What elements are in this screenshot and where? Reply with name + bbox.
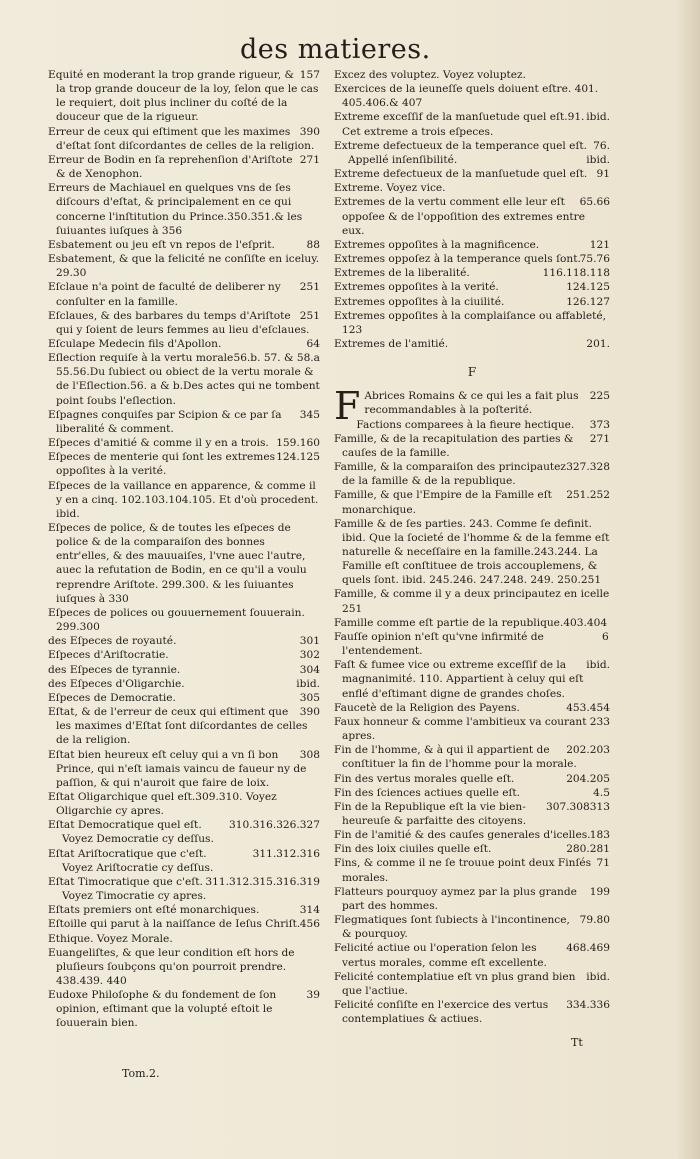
index-entry xyxy=(48,847,320,861)
index-entry xyxy=(334,337,610,351)
entry-page-ref: 204.205 xyxy=(566,772,610,785)
index-entry xyxy=(334,195,610,237)
entry-page-ref: 233 xyxy=(589,715,610,728)
entry-text: Extreme defectueux de la temperance quel eſt. xyxy=(334,139,587,152)
entry-page-ref: 56.b. 57. & 58.a xyxy=(233,352,320,365)
entry-page-ref: 453.454 xyxy=(566,701,610,714)
entry-text: des Eſpeces de tyrannie. xyxy=(48,663,181,676)
entry-page-ref: 159.160 xyxy=(276,437,320,450)
entry-text: Extremes de l'amitié. xyxy=(334,337,449,350)
entry-page-ref: 65.66 xyxy=(579,196,610,209)
index-entry xyxy=(48,705,320,747)
entry-page-ref: ibid. xyxy=(586,659,610,672)
entry-text: Abrices Romains & ce qui les a fait plus recommandables à la poſterité. xyxy=(364,390,579,417)
entry-text: Eſtats premiers ont eſté monarchiques. xyxy=(48,904,260,917)
entry-text: Famille, & la comparaiſon des principautez de la famille & de la republique. xyxy=(334,461,567,488)
index-entry xyxy=(48,875,320,889)
entry-page-ref: 75.76 xyxy=(579,253,610,266)
entry-text: Extremes oppoſez à la temperance quels ſont. xyxy=(334,253,581,266)
index-entry xyxy=(334,153,610,167)
entry-text: Felicité contemplatiue eſt vn plus grand bien que l'actiue. xyxy=(334,970,576,997)
entry-text: Extremes de la liberalité. xyxy=(334,267,470,280)
index-column-left xyxy=(48,68,320,1031)
entry-page-ref: 202.203 xyxy=(566,744,610,757)
entry-text: Flatteurs pourquoy aymez par la plus grande part des hommes. xyxy=(334,885,577,912)
entry-page-ref: 251 xyxy=(299,281,320,294)
entry-page-ref: 64 xyxy=(306,337,320,350)
index-entry xyxy=(334,998,610,1026)
entry-text: Eſpeces d'Ariſtocratie. xyxy=(48,649,169,662)
index-entry xyxy=(48,521,320,606)
index-entry xyxy=(334,743,610,771)
entry-page-ref: 88 xyxy=(306,238,320,251)
entry-text: Eſpeces d'amitié & comme il y en a trois. xyxy=(48,437,269,450)
e-entries-continued xyxy=(334,68,610,351)
entry-page-ref: 157 xyxy=(299,69,320,81)
entry-page-ref: 373 xyxy=(589,418,610,431)
index-entry xyxy=(334,616,610,630)
index-entry xyxy=(334,295,610,309)
entry-page-ref: 199 xyxy=(589,885,610,898)
entry-page-ref: 79.80 xyxy=(579,914,610,927)
entry-text: Erreurs de Machiauel en quelques vns de ſes diſcours d'eſtat, & principalement en ce qui concerne l'inſtitution du Prince.350.351.& les ſuiuantes iuſques à 356 xyxy=(48,182,303,237)
entry-text: Fin de l'amitié & des cauſes generales d'icelles. xyxy=(334,829,591,842)
entry-text: Voyez Ariſtocratie cy deſſus. xyxy=(62,861,214,874)
index-entry xyxy=(48,351,320,408)
index-entry xyxy=(334,800,610,828)
entry-text: Extreme exceſſif de la manſuetude quel eſt.91. Cet extreme a trois eſpeces. xyxy=(334,111,585,138)
entry-text: Eſclaue n'a point de faculté de deliberer ny conſulter en la famille. xyxy=(48,281,281,308)
entry-text: Extreme. Voyez vice. xyxy=(334,182,446,195)
entry-text: Esbatement ou jeu eſt vn repos de l'eſprit. xyxy=(48,238,275,251)
catchword: Tt xyxy=(571,1036,583,1049)
index-entry xyxy=(48,818,320,832)
entry-text: Extremes de la vertu comment elle leur eſt oppoſee & de l'oppoſition des extremes entre eux. xyxy=(334,196,585,237)
entry-text: Eſpeces de police, & de toutes les eſpeces de police & de la comparaiſon des bonnes entr'elles, & des mauuaiſes, l'vne auec l'autre, auec la refutation de Bodin, en ce qu'il a voulu reprendre Ariſtote. 299.300. & les ſuiuantes iuſques à 330 xyxy=(48,522,307,605)
entry-page-ref: 456 xyxy=(299,918,320,931)
entry-text: des Eſpeces de royauté. xyxy=(48,635,177,648)
entry-page-ref: 91 xyxy=(596,168,610,181)
index-entry xyxy=(334,68,610,82)
entry-page-ref: 201. xyxy=(586,337,610,350)
index-entry xyxy=(334,587,610,615)
entry-page-ref: 116.118.118 xyxy=(542,267,610,280)
index-entry xyxy=(48,861,320,875)
entry-text: Fin de la Republique eſt la vie bien-heureuſe & parfaitte des citoyens. xyxy=(334,800,527,827)
index-entry xyxy=(334,786,610,800)
index-entry xyxy=(48,748,320,790)
entry-text: Faucetè de la Religion des Payens. xyxy=(334,701,520,714)
section-letter: F xyxy=(467,365,477,380)
index-entry xyxy=(334,460,610,488)
entry-page-ref: 6 xyxy=(602,630,609,643)
entry-page-ref: 124.125 xyxy=(276,451,320,464)
index-entry xyxy=(48,309,320,337)
entry-page-ref: 251 xyxy=(299,309,320,322)
index-entry xyxy=(48,677,320,691)
entry-page-ref: 302 xyxy=(299,649,320,662)
entry-page-ref: ibid. xyxy=(586,111,610,124)
entry-text: Eſclaues, & des barbares du temps d'Ariſtote qui y ſoient de leurs femmes au lieu d'eſclaues. xyxy=(48,309,310,336)
index-entry xyxy=(48,691,320,705)
entry-page-ref: 251.252 xyxy=(566,489,610,502)
entry-text: Fin des ſciences actiues quelle eſt. xyxy=(334,786,521,799)
index-entry xyxy=(334,266,610,280)
index-entry xyxy=(48,436,320,450)
index-entry xyxy=(334,139,610,153)
index-entry xyxy=(334,280,610,294)
entry-page-ref: ibid. xyxy=(296,677,320,690)
index-entry xyxy=(48,450,320,478)
index-entry xyxy=(334,701,610,715)
entry-page-ref: 126.127 xyxy=(566,295,610,308)
index-entry xyxy=(334,82,610,110)
entry-text: Felicité actiue ou l'operation ſelon les vertus morales, comme eſt excellente. xyxy=(334,942,547,969)
index-entry xyxy=(48,932,320,946)
entry-text: Fins, & comme il ne ſe trouue point deux Finſés morales. xyxy=(334,857,592,884)
entry-text: Eſpeces de Democratie. xyxy=(48,691,176,704)
entry-page-ref: 390 xyxy=(299,706,320,719)
entry-text: Famille, & comme il y a deux principautez en icelle 251 xyxy=(334,588,610,615)
index-entry xyxy=(334,238,610,252)
entry-text: Eſtat Timocratique que c'eſt. xyxy=(48,875,203,888)
entry-text: Extremes oppoſites à la ciuilité. xyxy=(334,295,505,308)
index-entry xyxy=(48,946,320,988)
entry-text: Voyez Timocratie cy apres. xyxy=(62,890,207,903)
index-entry xyxy=(334,885,610,913)
entry-text: Eſtat Ariſtocratique que c'eſt. xyxy=(48,847,207,860)
index-entry xyxy=(48,68,320,125)
entry-page-ref: 124.125 xyxy=(566,281,610,294)
entry-text: Extremes oppoſites à la complaiſance ou affableté, 123 xyxy=(334,309,607,336)
entry-text: Eſtat bien heureux eſt celuy qui a vn ſi bon Prince, qui n'eſt iamais vaincu de faueur ny de paſſion, & qui n'auroit que faire de loix. xyxy=(48,748,307,789)
entry-text: Extremes oppoſites à la magnificence. xyxy=(334,238,540,251)
entry-page-ref: 4.5 xyxy=(593,786,610,799)
index-entry xyxy=(334,715,610,743)
entry-text: Famille, & de la recapitulation des parties & cauſes de la famille. xyxy=(334,432,574,459)
entry-text: Fauſſe opinion n'eſt qu'vne infirmité de l'entendement. xyxy=(334,630,544,658)
entry-text: Famille comme eſt partie de la republique.403.404 xyxy=(334,616,608,629)
entry-text: des Eſpeces d'Oligarchie. xyxy=(48,677,185,690)
index-entry xyxy=(334,167,610,181)
index-column-right xyxy=(334,68,610,1026)
index-entry xyxy=(48,889,320,903)
entry-page-ref: ibid. xyxy=(586,970,610,983)
index-entry xyxy=(334,913,610,941)
entry-text: Eſculape Medecin fils d'Apollon. xyxy=(48,337,222,350)
entry-text: Equité en moderant la trop grande rigueur, & la trop grande douceur de la loy, ſelon que le cas le requiert, doit plus incliner du coſté de la douceur que de la rigueur. xyxy=(48,69,319,124)
index-entry xyxy=(48,252,320,280)
index-entry xyxy=(334,181,610,195)
index-entry xyxy=(48,648,320,662)
index-entry xyxy=(334,970,610,998)
entry-text: Eſpagnes conquiſes par Scipion & ce par ſa liberalité & comment. xyxy=(48,408,282,435)
entry-page-ref: 310.316.326.327 xyxy=(229,819,320,832)
entry-text: Eſlection requiſe à la vertu morale 55.56.Du ſubiect ou obiect de la vertu morale & de l'Eſlection.56. a & b.Des actes qui ne tombent point ſoubs l'eſlection. xyxy=(48,352,320,407)
index-entry xyxy=(48,125,320,153)
entry-page-ref: ibid. xyxy=(586,153,610,166)
entry-page-ref: 468.469 xyxy=(566,942,610,955)
entry-text: Eudoxe Philoſophe & du fondement de ſon opinion, eſtimant que la volupté eſtoit le ſouuerain bien. xyxy=(48,989,277,1030)
entry-text: Eſtat Democratique quel eſt. xyxy=(48,819,202,832)
entry-text: Eſpeces de menterie qui ſont les extremes oppoſites à la verité. xyxy=(48,451,276,478)
index-entry xyxy=(334,856,610,884)
index-entry xyxy=(48,790,320,818)
entry-page-ref: 307.308313 xyxy=(545,800,610,813)
index-entry xyxy=(48,153,320,181)
entry-text: Eſpeces de la vaillance en apparence, & comme il y en a cinq. 102.103.104.105. Et d'où procedent. ibid. xyxy=(48,479,319,520)
index-entry xyxy=(334,418,610,432)
entry-text: Erreur de ceux qui eſtiment que les maximes d'eſtat ſont diſcordantes de celles de la religion. xyxy=(48,125,315,152)
index-entry xyxy=(334,630,610,658)
index-entry xyxy=(334,488,610,516)
entry-page-ref: 121 xyxy=(589,238,610,251)
entry-text: Fin des loix ciuiles quelle eſt. xyxy=(334,843,492,856)
entry-page-ref: 280.281 xyxy=(566,843,610,856)
entry-text: Euangeliſtes, & que leur condition eſt hors de pluſieurs ſoubçons qu'on pourroit prendre. 438.439. 440 xyxy=(48,946,295,987)
index-entry xyxy=(48,280,320,308)
entry-text: Appellé inſenſibilité. xyxy=(348,153,458,166)
entry-text: Famille & de ſes parties. 243. Comme ſe definit. ibid. Que la ſocieté de l'homme & de la femme eſt naturelle & neceſſaire en la famille.243.244. La Famille eſt conſtituee de trois accouplemens, & quels ſont. ibid. 245.246. 247.248. 249. 250.251 xyxy=(334,517,610,587)
entry-page-ref: 327.328 xyxy=(566,461,610,474)
entry-text: Faſt & fumee vice ou extreme exceſſif de la magnanimité. 110. Appartient à celuy qui eſt enflé d'eſtimant digne de grandes choſes. xyxy=(334,659,584,700)
index-entry xyxy=(334,658,610,700)
entry-text: Factions comparees à la fieure hectique. xyxy=(356,418,575,431)
index-entry xyxy=(48,238,320,252)
entry-text: Exercices de la ieuneſſe quels doiuent eſtre. 401. 405.406.& 407 xyxy=(334,83,599,110)
page-heading: des matieres. xyxy=(240,34,431,65)
f-entries xyxy=(334,384,610,1026)
index-entry xyxy=(48,832,320,846)
entry-page-ref: 311.312.316 xyxy=(252,847,320,860)
entry-page-ref: 225 xyxy=(589,390,610,403)
index-entry xyxy=(48,337,320,351)
entry-text: Extremes oppoſites à la verité. xyxy=(334,281,499,294)
entry-page-ref: 271 xyxy=(589,432,610,445)
entry-text: Famille, & que l'Empire de la Famille eſt monarchique. xyxy=(334,489,552,516)
index-entry xyxy=(48,988,320,1030)
entry-page-ref: 314 xyxy=(299,904,320,917)
volume-signature: Tom.2. xyxy=(122,1067,160,1080)
index-entry xyxy=(48,634,320,648)
index-entry xyxy=(334,517,610,588)
entry-text: Flegmatiques ſont ſubiects à l'incontinence, & pourquoy. xyxy=(334,914,570,941)
entry-page-ref: 76. xyxy=(593,139,610,152)
entry-page-ref: 183 xyxy=(589,829,610,842)
index-entry xyxy=(334,110,610,138)
entry-text: Faux honneur & comme l'ambitieux va courant apres. xyxy=(334,715,587,743)
index-entry xyxy=(334,309,610,337)
entry-page-ref: 301 xyxy=(299,635,320,648)
index-entry xyxy=(334,828,610,842)
entry-text: Ethique. Voyez Morale. xyxy=(48,932,173,945)
entry-text: Excez des voluptez. Voyez voluptez. xyxy=(334,69,527,81)
index-entry xyxy=(334,252,610,266)
index-entry xyxy=(334,432,610,460)
entry-text: Eſtoille qui parut à la naiſſance de Ieſus Chriſt. xyxy=(48,918,301,931)
index-entry xyxy=(48,917,320,931)
page-edge xyxy=(678,0,700,1159)
index-entry xyxy=(48,479,320,521)
entry-text: Felicité conſiſte en l'exercice des vertus contemplatiues & actiues. xyxy=(334,999,549,1026)
entry-page-ref: 390 xyxy=(299,125,320,138)
index-entry xyxy=(334,941,610,969)
entry-text: Erreur de Bodin en ſa reprehenſion d'Ariſtote & de Xenophon. xyxy=(48,153,293,181)
entry-text: Eſpeces de polices ou gouuernement ſouuerain. 299.300 xyxy=(48,606,305,634)
entry-page-ref: 305 xyxy=(299,691,320,704)
entry-page-ref: 334.336 xyxy=(566,999,610,1011)
index-entry xyxy=(334,772,610,786)
entry-page-ref: 311.312.315.316.319 xyxy=(205,875,320,888)
entry-page-ref: 271 xyxy=(299,153,320,166)
entry-text: Fin de l'homme, & à qui il appartient de conſtituer la fin de l'homme pour la morale. xyxy=(334,744,577,771)
entry-text: Esbatement, & que la felicité ne conſiſte en iceluy. 29.30 xyxy=(48,253,320,280)
entry-page-ref: 304 xyxy=(299,663,320,676)
entry-page-ref: 71 xyxy=(596,857,610,870)
entry-text: Eſtat, & de l'erreur de ceux qui eſtiment que les maximes d'Eſtat ſont diſcordantes de celles de la religion. xyxy=(48,706,308,747)
entry-text: Fin des vertus morales quelle eſt. xyxy=(334,772,515,785)
index-entry xyxy=(48,408,320,436)
entry-page-ref: 345 xyxy=(299,408,320,421)
drop-cap-letter: F xyxy=(334,384,361,429)
entry-text: Extreme defectueux de la manſuetude quel eſt. xyxy=(334,168,588,181)
entry-text: Voyez Democratie cy deſſus. xyxy=(62,833,214,846)
index-entry xyxy=(48,181,320,238)
entry-page-ref: 39 xyxy=(306,989,320,1002)
entry-page-ref: 308 xyxy=(299,748,320,761)
index-entry xyxy=(334,842,610,856)
index-entry xyxy=(48,606,320,634)
index-entry xyxy=(48,663,320,677)
entry-text: Eſtat Oligarchique quel eſt.309.310. Voyez Oligarchie cy apres. xyxy=(48,790,277,818)
index-entry xyxy=(48,903,320,917)
